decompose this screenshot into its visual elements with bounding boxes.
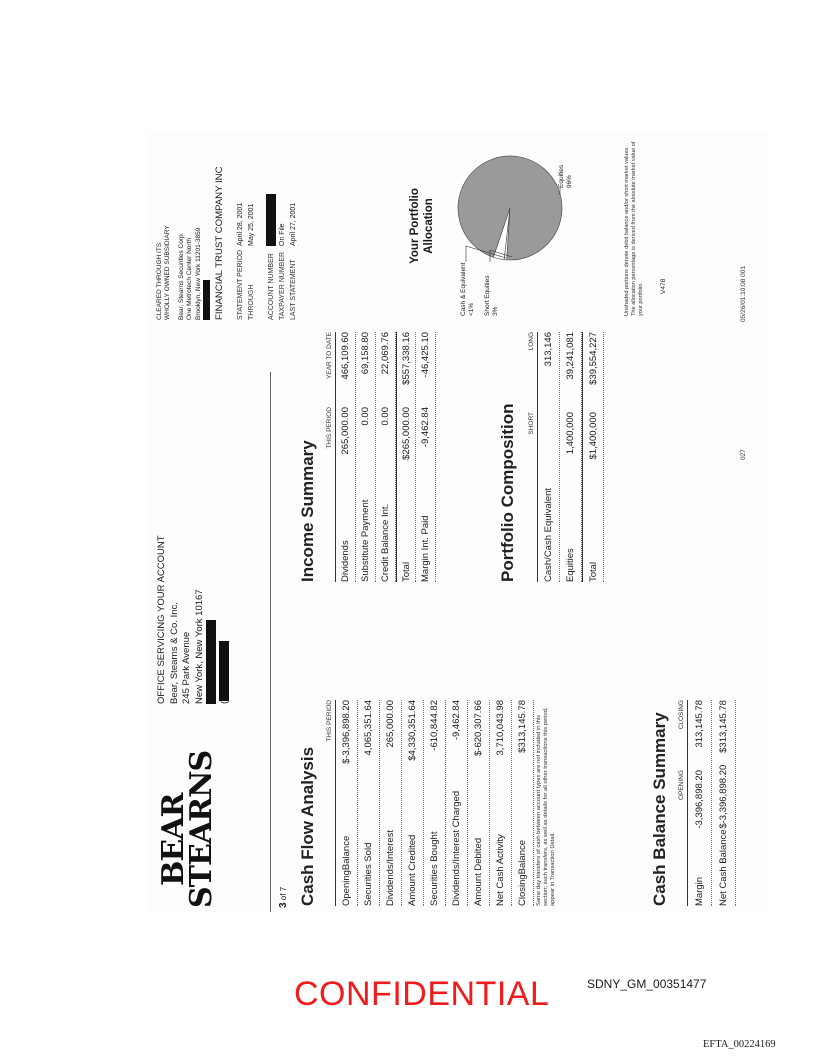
redaction-bar [206, 620, 216, 704]
print-code-left: 027 [740, 449, 747, 460]
row-label: Margin Int. Paid [420, 515, 431, 582]
page-indicator [278, 887, 289, 908]
portfolio-composition-title: Portfolio Composition [498, 403, 517, 582]
row-value: 3,710,043.98 [495, 700, 506, 756]
row-value: -9,462.84 [451, 700, 462, 741]
ytd-value: $557,338.16 [400, 332, 412, 385]
cash-label-line2: <1% [468, 302, 475, 316]
clearing-line5: Brooklyn, New York 11201-3859 [194, 227, 202, 320]
office-line2: 245 Park Avenue [181, 631, 192, 704]
office-line3: New York, New York 10167 [193, 589, 205, 704]
allocation-title-line2: Allocation [423, 198, 435, 254]
portfolio-composition-table [528, 332, 604, 582]
efta-number: EFTA_00224169 [703, 1039, 776, 1050]
row-label: Dividends [340, 540, 351, 582]
row-value: $-620,307.66 [473, 700, 484, 756]
statement-page [148, 132, 768, 912]
clearing-line3: Bear, Stearns Securities Corp. [177, 232, 185, 320]
cash-label [460, 263, 476, 316]
print-code-right: 05/26/01:10:08 001 [740, 265, 747, 322]
servicing-office [156, 514, 231, 704]
long-value: 313,146 [543, 332, 554, 367]
bates-number: SDNY_GM_00351477 [587, 977, 707, 991]
row-label: Net Cash Balance [718, 829, 729, 906]
ytd-value: 466,109.60 [340, 332, 351, 380]
col-year-to-date: YEAR TO DATE [326, 332, 333, 379]
row-value: -610,844.82 [429, 700, 440, 751]
equities-label-line1: Equities [558, 164, 565, 188]
table-row [356, 332, 376, 582]
long-value: 39,241,081 [565, 332, 576, 380]
row-label: Margin [694, 876, 705, 906]
short-label-line1: Short Equities [484, 275, 491, 316]
table-row [416, 332, 436, 582]
row-label: Total [587, 561, 599, 582]
row-value: $313,145.78 [517, 700, 528, 753]
account-holder: FINANCIAL TRUST COMPANY INC [213, 166, 225, 320]
table-row [402, 700, 424, 906]
row-label: Dividends/Interest Charged [451, 790, 462, 906]
cash-balance-table [678, 700, 736, 906]
table-row [336, 700, 358, 906]
cash-flow-table [326, 700, 557, 906]
redaction-bar [266, 194, 276, 246]
account-number-label: ACCOUNT NUMBER [267, 253, 275, 320]
ytd-value: -46,425.10 [420, 332, 431, 378]
long-value: $39,554,227 [587, 332, 599, 385]
equities-label-line2: 96% [566, 174, 573, 188]
period-value: -9,462.84 [420, 407, 431, 448]
portfolio-col-headers [528, 332, 538, 582]
clearing-line2: WHOLLY OWNED SUBSIDIARY [164, 225, 172, 320]
opening-value: $-3,396,898.20 [718, 764, 729, 829]
col-long: LONG [528, 332, 535, 351]
through-label: THROUGH [247, 284, 255, 320]
col-opening: OPENING [678, 770, 685, 800]
clearing-line4: One Metrotech Center North [186, 237, 194, 320]
allocation-title [408, 166, 436, 286]
cash-flow-col-header: THIS PERIOD [326, 700, 336, 906]
short-value: 1,400,000 [565, 412, 576, 455]
row-label: Amount Credited [407, 834, 418, 906]
row-label: Amount Debited [473, 837, 484, 906]
short-label-line2: 3% [492, 306, 499, 316]
logo-line1: BEAR [156, 793, 191, 886]
pie-slice-equities [458, 156, 562, 260]
table-row [468, 700, 490, 906]
page-total: of 7 [279, 886, 288, 901]
ytd-value: 22,069.76 [380, 332, 391, 375]
income-col-headers [326, 332, 336, 582]
cash-balance-col-headers [678, 700, 688, 906]
income-summary-table [326, 332, 436, 582]
confidential-stamp: CONFIDENTIAL [294, 975, 550, 1013]
taxpayer-number-label: TAXPAYER NUMBER [278, 251, 286, 320]
table-row [376, 332, 396, 582]
through-value: May 25, 2001 [247, 203, 255, 246]
row-label: Cash/Cash Equivalent [543, 488, 554, 582]
last-statement-value: April 27, 2001 [289, 202, 297, 246]
table-row [688, 700, 712, 906]
row-label: Credit Balance Int. [380, 503, 391, 582]
last-statement-label: LAST STATEMENT [289, 259, 297, 320]
ytd-value: 69,158.80 [360, 332, 371, 375]
allocation-pie-chart [448, 136, 618, 316]
redaction-bar [219, 641, 229, 701]
office-line4: ( [218, 700, 230, 704]
row-label: Substitute Payment [360, 499, 371, 582]
cash-flow-title: Cash Flow Analysis [298, 746, 317, 906]
row-label: OpeningBalance [341, 835, 352, 906]
row-value: $-3,396,898.20 [341, 700, 352, 764]
closing-value: $313,145.78 [718, 700, 729, 753]
table-row [446, 700, 468, 906]
table-row [712, 700, 736, 906]
form-code: V478 [660, 278, 667, 294]
statement-period-label: STATEMENT PERIOD [236, 249, 244, 320]
row-label: Total [400, 561, 412, 582]
cash-flow-note: Same day transfers of cash between account types are not included in this section; such transfers, as well as details for all other transactions this period, appear in Transaction Detail. [536, 707, 556, 906]
office-title: OFFICE SERVICING YOUR ACCOUNT [156, 535, 167, 704]
office-line1: Bear, Stearns & Co. Inc. [168, 602, 180, 704]
period-value: 0.00 [380, 407, 391, 426]
cash-label-line1: Cash & Equivalent [460, 262, 467, 316]
bear-stearns-logo [156, 750, 220, 908]
period-value: $265,000.00 [400, 407, 412, 460]
row-label: Securities Sold [363, 842, 374, 906]
row-label: Net Cash Activity [495, 834, 506, 906]
short-value: $1,400,000 [587, 412, 599, 460]
short-equities-label [484, 276, 500, 316]
col-this-period: THIS PERIOD [326, 407, 333, 449]
allocation-title-line1: Your Portfolio [409, 188, 421, 264]
period-value: 0.00 [360, 407, 371, 426]
table-row [396, 332, 416, 582]
taxpayer-number-value: On File [278, 223, 286, 246]
table-row [560, 332, 582, 582]
table-row [380, 700, 402, 906]
closing-value: 313,145.78 [694, 700, 705, 748]
row-value: 265,000.00 [385, 700, 396, 748]
table-row [538, 332, 560, 582]
row-label: Equities [565, 548, 576, 582]
clearing-line1: CLEARED THROUGH ITS [156, 242, 163, 320]
equities-label [558, 165, 574, 188]
statement-period-value: April 28, 2001 [236, 202, 244, 246]
table-row [336, 332, 356, 582]
row-label: ClosingBalance [517, 839, 528, 906]
header-divider [270, 372, 271, 912]
opening-value: -3,396,898.20 [694, 770, 705, 829]
row-label: Securities Bought [429, 831, 440, 906]
table-row [358, 700, 380, 906]
period-value: 265,000.00 [340, 407, 351, 455]
redaction-bar [203, 280, 210, 320]
table-row [424, 700, 446, 906]
table-row [490, 700, 512, 906]
income-summary-title: Income Summary [298, 440, 317, 582]
allocation-note: Unshaded portions denote debit balance and/or short market values. The allocation percentage is derived from the absolute market value of your portfolio. [624, 141, 644, 316]
clearing-info [156, 130, 299, 320]
row-value: 4,065,351.64 [363, 700, 374, 756]
row-value: $4,330,351.64 [407, 700, 418, 761]
table-row [512, 700, 534, 906]
logo-line2: STEARNS [184, 750, 219, 908]
page-number: 3 [278, 902, 289, 908]
row-label: Dividends/Interest [385, 829, 396, 906]
col-short: SHORT [528, 412, 535, 435]
cash-balance-title: Cash Balance Summary [650, 712, 669, 906]
col-closing: CLOSING [678, 700, 685, 730]
table-row [582, 332, 604, 582]
